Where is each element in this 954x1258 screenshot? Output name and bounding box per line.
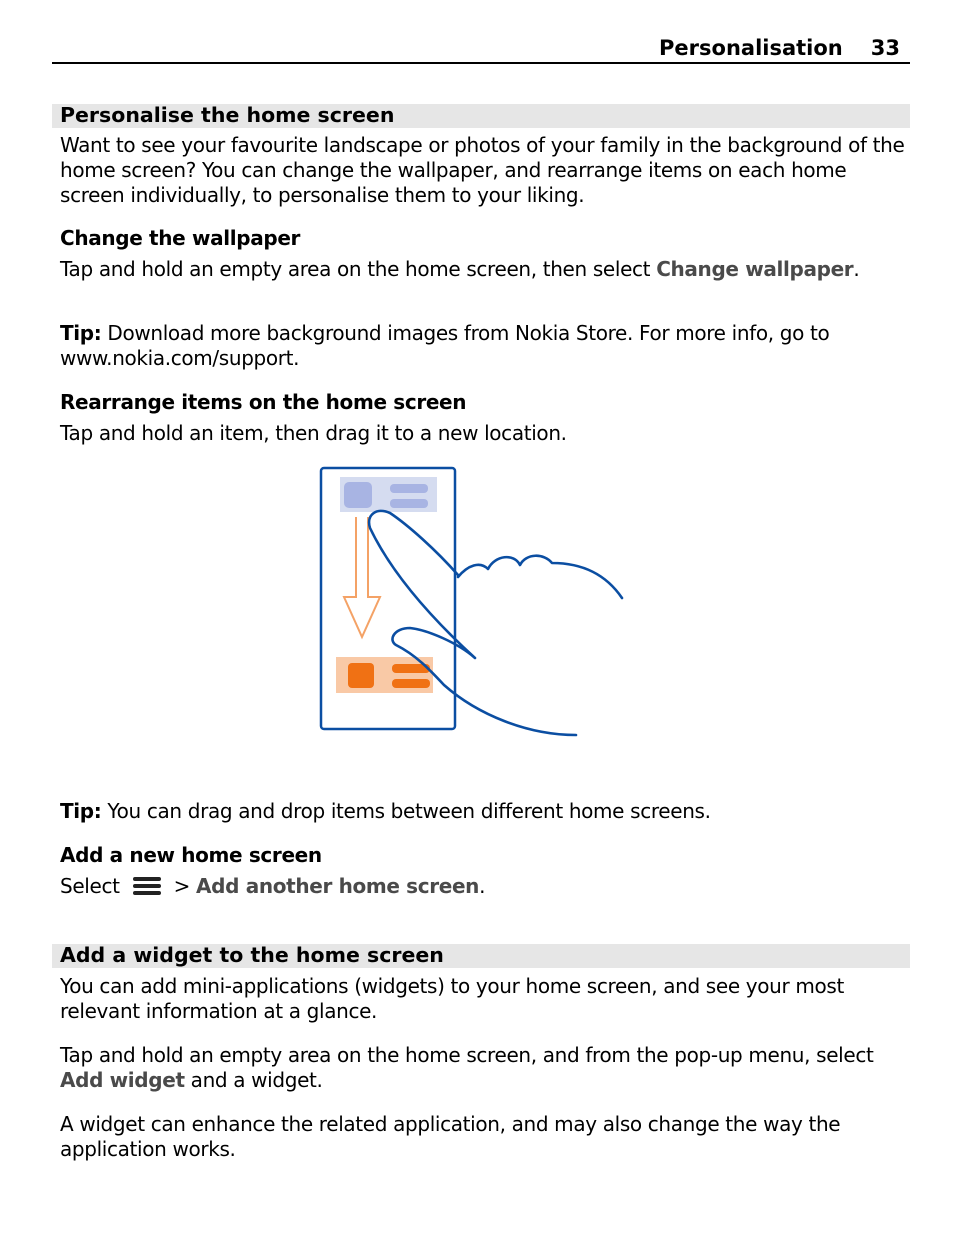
heading-change-wallpaper: Change the wallpaper xyxy=(60,226,301,250)
header-text xyxy=(659,36,900,60)
page-header xyxy=(52,34,910,64)
tip-download xyxy=(60,321,910,371)
tip-drag-drop xyxy=(60,799,910,824)
wallpaper-text-after: . xyxy=(853,257,860,281)
menu-icon xyxy=(132,876,162,896)
widget-text-before: Tap and hold an empty area on the home screen, and from the pop-up menu, select xyxy=(60,1043,874,1067)
section-title-personalise xyxy=(52,104,910,128)
period-text: . xyxy=(479,874,486,898)
widget-paragraph-3: A widget can enhance the related application, and may also change the way the application works. xyxy=(60,1112,841,1161)
select-text: Select xyxy=(60,874,126,898)
ui-term-change-wallpaper: Change wallpaper xyxy=(656,257,854,281)
widget-paragraph-1: You can add mini-applications (widgets) to your home screen, and see your most relevant information at a glance. xyxy=(60,974,844,1023)
wallpaper-text-before: Tap and hold an empty area on the home screen, then select xyxy=(60,257,657,281)
widget-paragraph-2 xyxy=(60,1043,910,1093)
widget-text-after: and a widget. xyxy=(184,1068,323,1092)
separator-text: > xyxy=(167,874,197,898)
tip-label: Tip: xyxy=(60,799,102,823)
target-item xyxy=(336,657,433,693)
rearrange-instruction: Tap and hold an item, then drag it to a new location. xyxy=(60,421,567,445)
intro-paragraph: Want to see your favourite landscape or photos of your family in the background of the home screen? You can change the wallpaper, and rearrange items on each home screen individually, to personalise them to your liking. xyxy=(60,133,905,207)
add-home-screen-instruction xyxy=(60,874,910,899)
ui-term-add-widget: Add widget xyxy=(60,1068,185,1092)
tip-text: You can drag and drop items between different home screens. xyxy=(101,799,711,823)
drag-illustration xyxy=(318,465,628,740)
page-number: 33 xyxy=(870,36,900,60)
tip-label: Tip: xyxy=(60,321,102,345)
ui-term-add-another-home-screen: Add another home screen xyxy=(196,874,480,898)
tip-text: Download more background images from Nokia Store. For more info, go to www.nokia.com/support. xyxy=(60,321,830,370)
section-title-text: Personalise the home screen xyxy=(60,103,395,127)
heading-rearrange: Rearrange items on the home screen xyxy=(60,390,467,414)
source-item xyxy=(340,477,437,512)
section-title-text: Add a widget to the home screen xyxy=(60,943,444,967)
wallpaper-instruction xyxy=(60,257,910,282)
section-title-widget xyxy=(52,944,910,968)
heading-add-home-screen: Add a new home screen xyxy=(60,843,322,867)
header-section: Personalisation xyxy=(659,36,843,60)
